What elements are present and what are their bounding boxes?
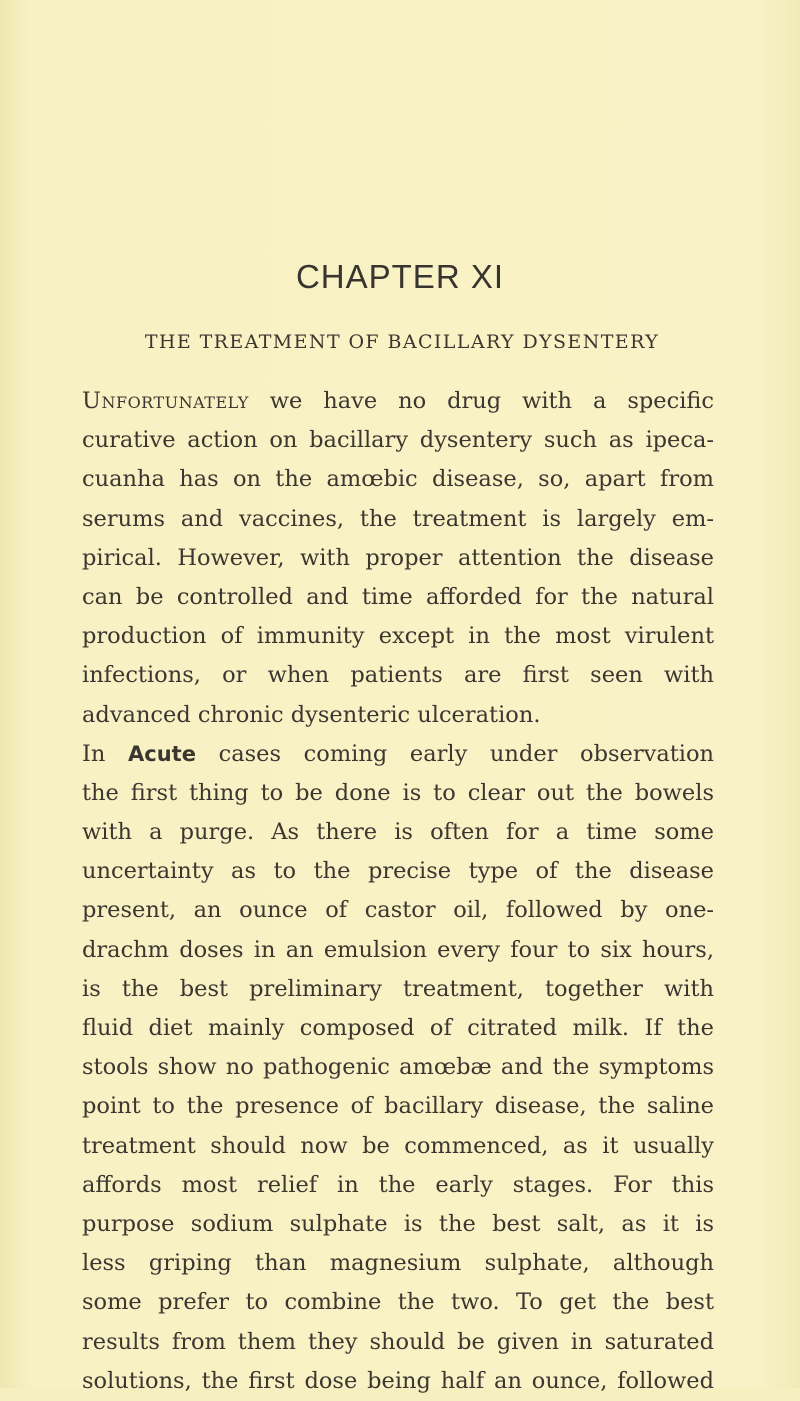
paragraph-1-line: production of immunity except in the most virulent <box>82 623 714 650</box>
paragraph-1-line <box>82 382 714 421</box>
paragraph-2-line: less griping than magnesium sulphate, although <box>82 1250 714 1277</box>
paragraph-2-line: uncertainty as to the precise type of the disease <box>82 858 714 885</box>
paragraph-1-line: serums and vaccines, the treatment is largely em- <box>82 505 714 532</box>
paragraph-2-line: fluid diet mainly composed of citrated milk. If the <box>82 1015 714 1041</box>
line-intro: In <box>82 740 129 767</box>
lead-word: Unfortunately <box>82 388 249 414</box>
paragraph-2-line: with a purge. As there is often for a time some <box>82 819 714 846</box>
body-text <box>82 382 714 1401</box>
acute-emphasis: Acute <box>128 741 196 766</box>
line-text: cases coming early under observation <box>195 740 715 767</box>
chapter-heading: CHAPTER XI <box>295 258 505 295</box>
paragraph-2-line: drachm doses in an emulsion every four to six hours, <box>82 936 714 963</box>
paragraph-2-line: affords most relief in the early stages. For this <box>82 1171 714 1198</box>
paragraph-2-line: results from them they should be given in saturated <box>82 1328 714 1355</box>
paragraph-2-line: present, an ounce of castor oil, followed by one- <box>82 897 714 924</box>
paragraph-2-line: some prefer to combine the two. To get the best <box>82 1289 714 1316</box>
line-text: we have no drug with a specific <box>248 388 714 414</box>
paragraph-2-line: purpose sodium sulphate is the best salt, as it is <box>82 1210 714 1237</box>
paragraph-1-line: advanced chronic dysenteric ulceration. <box>82 701 541 728</box>
paragraph-1-line: curative action on bacillary dysentery such as ipeca- <box>82 427 714 454</box>
paragraph-2-line: is the best preliminary treatment, together with <box>82 975 714 1002</box>
paragraph-2-line <box>82 735 714 774</box>
chapter-title: THE TREATMENT OF BACILLARY DYSENTERY <box>144 331 660 353</box>
paragraph-2-line: point to the presence of bacillary disease, the saline <box>82 1093 714 1120</box>
paragraph-1-line: infections, or when patients are first seen with <box>82 662 714 689</box>
paragraph-2-line: treatment should now be commenced, as it usually <box>82 1132 714 1159</box>
paragraph-2-line: stools show no pathogenic amœbæ and the symptoms <box>82 1054 714 1081</box>
paragraph-1-line: pirical. However, with proper attention the disease <box>82 544 714 571</box>
paragraph-1-line: cuanha has on the amœbic disease, so, apart from <box>82 466 714 493</box>
paragraph-2-line: solutions, the first dose being half an ounce, followed <box>82 1367 714 1394</box>
paragraph-1-line: can be controlled and time afforded for the natural <box>82 583 714 610</box>
paragraph-2-line: the first thing to be done is to clear out the bowels <box>82 779 714 806</box>
